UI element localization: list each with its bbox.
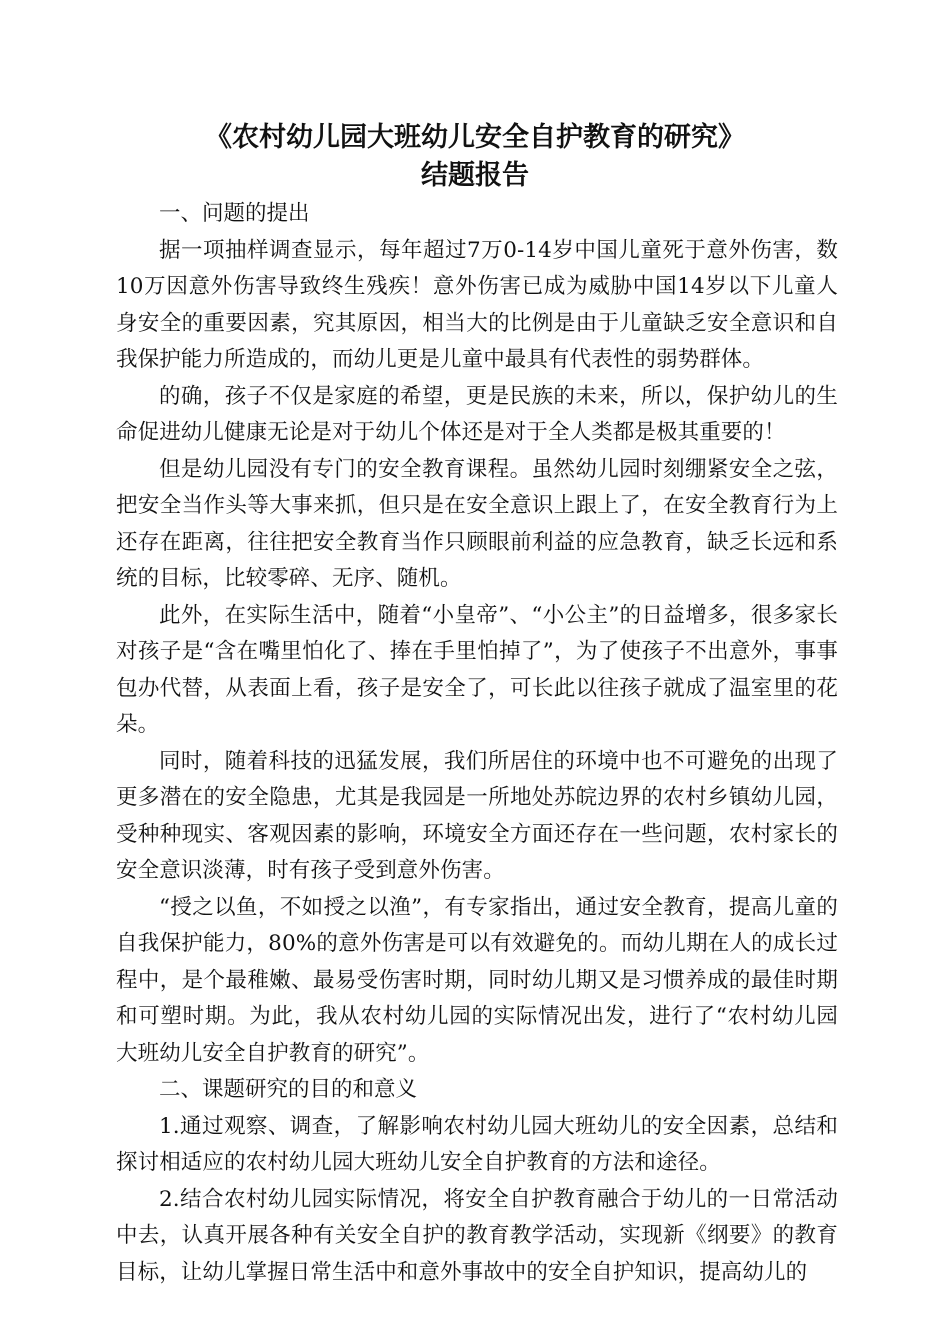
- paragraph: 但是幼儿园没有专门的安全教育课程。虽然幼儿园时刻绷紧安全之弦，把安全当作头等大事来抓，但只是在安全意识上跟上了，在安全教育行为上还存在距离，往往把安全教育当作只顾眼前利益的应急教育，缺乏长远和系统的目标，比较零碎、无序、随机。: [116, 456, 838, 591]
- document-body: [116, 196, 838, 1291]
- paragraph: 据一项抽样调查显示，每年超过7万0-14岁中国儿童死于意外伤害，数10万因意外伤害导致终生残疾！意外伤害已成为威胁中国14岁以下儿童人身安全的重要因素，究其原因，相当大的比例是由于儿童缺乏安全意识和自我保护能力所造成的，而幼儿更是儿童中最具有代表性的弱势群体。: [116, 237, 838, 372]
- paragraph: 的确，孩子不仅是家庭的希望，更是民族的未来，所以，保护幼儿的生命促进幼儿健康无论是对于幼儿个体还是对于全人类都是极其重要的！: [116, 383, 838, 445]
- paragraph: 2.结合农村幼儿园实际情况，将安全自护教育融合于幼儿的一日常活动中去，认真开展各种有关安全自护的教育教学活动，实现新《纲要》的教育目标，让幼儿掌握日常生活中和意外事故中的安全自护知识，提高幼儿的: [116, 1186, 838, 1285]
- section-heading-purpose: 二、课题研究的目的和意义: [159, 1077, 418, 1102]
- paragraph: 此外，在实际生活中，随着“小皇帝”、“小公主”的日益增多，很多家长对孩子是“含在嘴里怕化了、捧在手里怕掉了”，为了使孩子不出意外，事事包办代替，从表面上看，孩子是安全了，可长此以往孩子就成了温室里的花朵。: [116, 602, 838, 737]
- document-subtitle: 结题报告: [421, 160, 529, 191]
- paragraph: 1.通过观察、调查，了解影响农村幼儿园大班幼儿的安全因素，总结和探讨相适应的农村幼儿园大班幼儿安全自护教育的方法和途径。: [116, 1113, 838, 1175]
- document-title: 《农村幼儿园大班幼儿安全自护教育的研究》: [205, 122, 745, 153]
- paragraph: 同时，随着科技的迅猛发展，我们所居住的环境中也不可避免的出现了更多潜在的安全隐患，尤其是我园是一所地处苏皖边界的农村乡镇幼儿园，受种种现实、客观因素的影响，环境安全方面还存在一些问题，农村家长的安全意识淡薄，时有孩子受到意外伤害。: [116, 748, 838, 883]
- paragraph: “授之以鱼，不如授之以渔”，有专家指出，通过安全教育，提高儿童的自我保护能力，80%的意外伤害是可以有效避免的。而幼儿期在人的成长过程中，是个最稚嫩、最易受伤害时期，同时幼儿期又是习惯养成的最佳时期和可塑时期。为此，我从农村幼儿园的实际情况出发，进行了“农村幼儿园大班幼儿安全自护教育的研究”。: [116, 894, 838, 1066]
- section-heading-problem: 一、问题的提出: [159, 201, 310, 226]
